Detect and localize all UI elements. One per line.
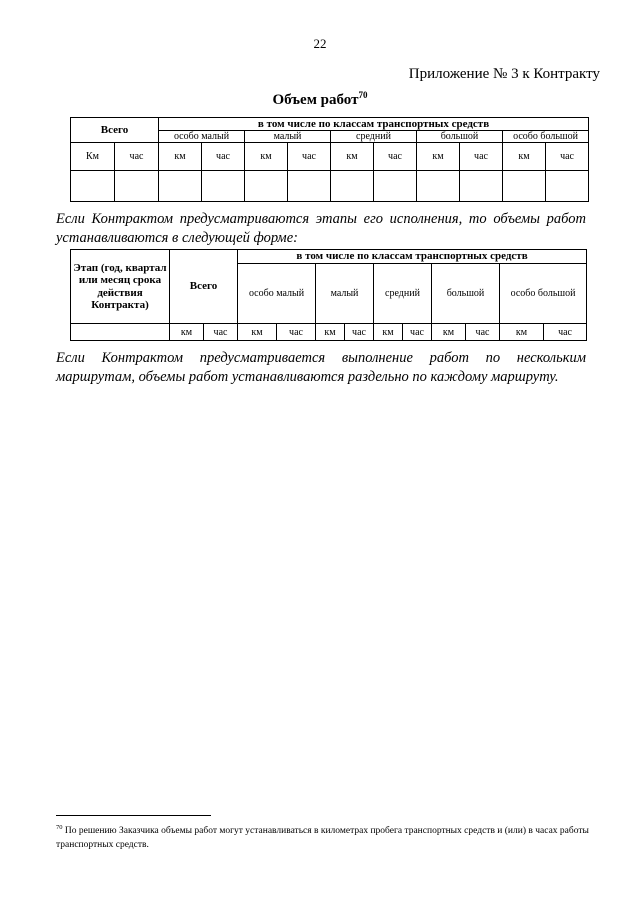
table1-unit-hour: час (374, 143, 417, 171)
table2-stage-cell (71, 324, 170, 341)
table2-unit-hour: час (466, 324, 500, 341)
table2-group-header: в том числе по классам транспортных средств (238, 250, 587, 264)
table1-class-header: особо большой (503, 131, 589, 143)
table1-unit-km: км (159, 143, 202, 171)
table1-unit-km: км (503, 143, 546, 171)
work-volume-table (70, 117, 589, 202)
table2-unit-hour: час (277, 324, 316, 341)
table1-class-header: особо малый (159, 131, 245, 143)
table2-class-header: большой (432, 264, 500, 324)
heading-text: Объем работ (272, 92, 359, 108)
table2-stage-header: Этап (год, квартал или месяц срока действия Контракта) (71, 250, 170, 324)
page-number: 22 (313, 36, 327, 51)
table2-class-header: средний (374, 264, 432, 324)
footnote-separator (56, 815, 211, 816)
heading-footnote-ref: 70 (358, 90, 368, 100)
table1-total-header: Всего (71, 118, 159, 143)
table1-unit-hour: час (115, 143, 159, 171)
table1-group-header: в том числе по классам транспортных средств (159, 118, 589, 131)
table2-unit-km: км (316, 324, 345, 341)
stages-paragraph: Если Контрактом предусматриваются этапы его исполнения, то объемы работ устанавливаются в следующей форме: (56, 211, 586, 246)
table1-unit-km: км (331, 143, 374, 171)
table1-unit-hour: час (202, 143, 245, 171)
table2-unit-hour: час (345, 324, 374, 341)
appendix-title: Приложение № 3 к Контракту (408, 66, 600, 82)
routes-paragraph: Если Контрактом предусматривается выполнение работ по нескольким маршрутам, объемы работ устанавливаются раздельно по каждому маршруту. (56, 350, 586, 385)
table1-class-header: большой (417, 131, 503, 143)
table1-unit-hour: час (546, 143, 589, 171)
table2-class-header: особо большой (500, 264, 587, 324)
table1-empty-row (71, 171, 589, 202)
table1-unit-hour: час (460, 143, 503, 171)
footnote-marker: 70 (56, 824, 63, 831)
table2-total-header: Всего (170, 250, 238, 324)
page-heading (0, 90, 640, 109)
table1-class-header: малый (245, 131, 331, 143)
table1-unit-km: км (245, 143, 288, 171)
table1-unit-km: км (417, 143, 460, 171)
stage-volume-table (70, 249, 587, 341)
table2-class-header: малый (316, 264, 374, 324)
table1-unit-hour: час (288, 143, 331, 171)
table2-class-header: особо малый (238, 264, 316, 324)
table2-unit-km: км (500, 324, 544, 341)
footnote (56, 821, 590, 852)
table2-unit-km: км (238, 324, 277, 341)
table2-unit-km: км (432, 324, 466, 341)
footnote-text: По решению Заказчика объемы работ могут устанавливаться в километрах пробега транспортных средств и (или) в часах работы транспортных средств. (56, 826, 589, 851)
table2-unit-km: км (374, 324, 403, 341)
table2-unit-hour: час (544, 324, 587, 341)
table1-unit-km: Км (71, 143, 115, 171)
table2-unit-hour: час (403, 324, 432, 341)
table2-unit-hour: час (204, 324, 238, 341)
table2-unit-km: км (170, 324, 204, 341)
table1-class-header: средний (331, 131, 417, 143)
